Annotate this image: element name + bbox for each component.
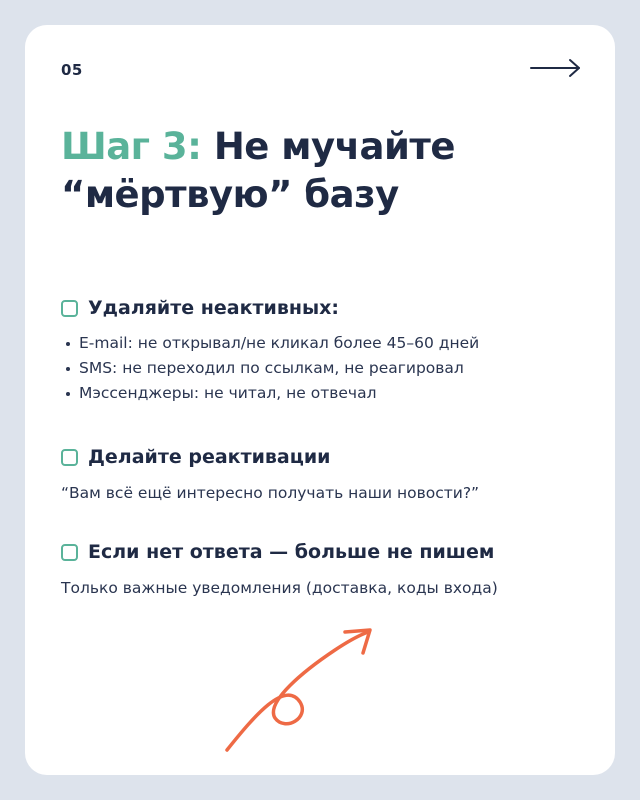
arrow-right-icon[interactable] [530,57,582,79]
list-item: Мэссенджеры: не читал, не отвечал [61,381,591,406]
list-item: E-mail: не открывал/не кликал более 45–60 дней [61,331,591,356]
step-title: Делайте реактивации [88,446,331,468]
title-accent: Шаг 3: [61,125,202,168]
step-title: Удаляйте неактивных: [88,297,339,319]
step-delete-inactive [61,293,591,406]
step-stop-writing [61,537,591,599]
slide-card [25,25,615,775]
title-line2: “мёртвую” базу [61,173,399,216]
swirl-arrow-icon [215,620,385,760]
page-number: 05 [61,61,83,79]
checkbox-icon[interactable] [61,449,78,466]
list-item: SMS: не переходил по ссылкам, не реагировал [61,356,591,381]
step-text: “Вам всё ещё интересно получать наши новости?” [61,484,480,502]
checkbox-icon[interactable] [61,544,78,561]
bullet-list [61,331,591,406]
checkbox-icon[interactable] [61,300,78,317]
page-title [61,123,581,219]
step-text: Только важные уведомления (доставка, коды входа) [61,579,498,597]
title-line1: Не мучайте [201,125,455,168]
step-title: Если нет ответа — больше не пишем [88,541,495,563]
step-reactivation [61,442,591,504]
